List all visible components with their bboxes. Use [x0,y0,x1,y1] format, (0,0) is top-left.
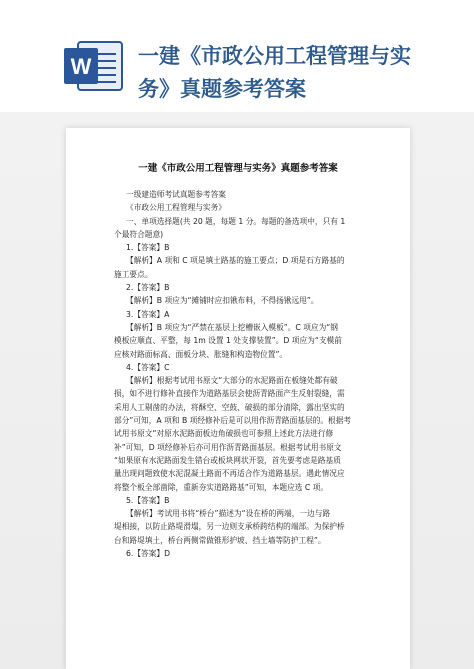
document-page [66,128,410,669]
document-line: 台和路堤填土，桥台两侧常做锥形护坡、挡土墙等防护工程”。 [114,535,326,545]
word-icon [62,38,124,94]
document-line: 6.【答案】D [126,549,171,559]
document-line: 4.【答案】C [126,362,170,372]
document-line: “如果原有水泥路面发生错台或板块网状开裂，首先要考虑是路基质 [114,455,341,465]
document-line: 1.【答案】B [126,243,170,253]
page-title-line-1: 一建《市政公用工程管理与实 [138,44,411,68]
document-line: 部分”可知，A 项和 B 项经修补后是可以用作沥青路面基层的。根据考 [114,416,352,426]
header [0,0,474,120]
document-line: 【解析】B 项应为“严禁在基层上挖槽嵌入模板”。C 项应为“钢 [126,322,338,332]
document-line: 【解析】A 项和 C 项是填土路基的施工要点；D 项是石方路基的 [126,256,345,266]
document-line: 一级建造师考试真题参考答案 [126,190,226,199]
document-line: 应核对路面标高、面板分块、胀缝和构造物位置”。 [114,349,288,359]
document-title: 一建《市政公用工程管理与实务》真题参考答案 [138,163,338,174]
word-icon-letter: W [70,54,92,79]
page-title-line-2: 务》真题参考答案 [138,77,306,101]
document-line: 量出现问题致使水泥混凝土路面不再适合作为道路基层。遇此情况应 [114,469,345,479]
document-line: 采用人工剔凿的办法，将酥空、空鼓、破损的部分清除，露出坚实的 [114,402,345,412]
document-line: 一、单项选择题(共 20 题，每题 1 分。每题的备选项中，只有 1 [126,216,346,226]
document-line: 3.【答案】A [126,309,170,319]
document-line: 2.【答案】B [126,283,170,293]
document-line: 《市政公用工程管理与实务》 [126,203,226,213]
document-line: 堤相接，以防止路堤滑塌，另一边则支承桥跨结构的端部。为保护桥 [114,522,345,532]
document-line: 施工要点。 [114,269,153,279]
page-title [138,40,458,106]
document-line: 补”可知，D 项经修补后亦可用作沥青路面基层。根据考试用书原文 [114,442,342,452]
document-body [114,188,384,560]
document-line: 【解析】考试用书将“桥台”描述为“设在桥的两端，一边与路 [126,509,331,519]
document-line: 将整个板全部凿除，重新夯实道路路基”可知，本题应选 C 项。 [114,482,329,492]
document-line: 5.【答案】B [126,495,170,505]
document-line: 损，如不进行修补直接作为道路基层会使沥青路面产生反射裂缝，需 [114,389,345,399]
document-line: 【解析】根据考试用书原文“大部分的水泥路面在板缝处都有破 [126,376,338,386]
document-line: 【解析】B 项应为“摊铺时应扣锹布料，不得扬锹远甩”。 [126,296,319,306]
document-line: 模板应顺直、平整，每 1m 设置 1 处支撑装置”。D 项应为“支模前 [114,336,342,346]
document-line: 试用书原文“对原水泥路面板边角破损也可参照上述此方法进行修 [114,429,334,439]
document-line: 个最符合题意) [114,229,164,239]
